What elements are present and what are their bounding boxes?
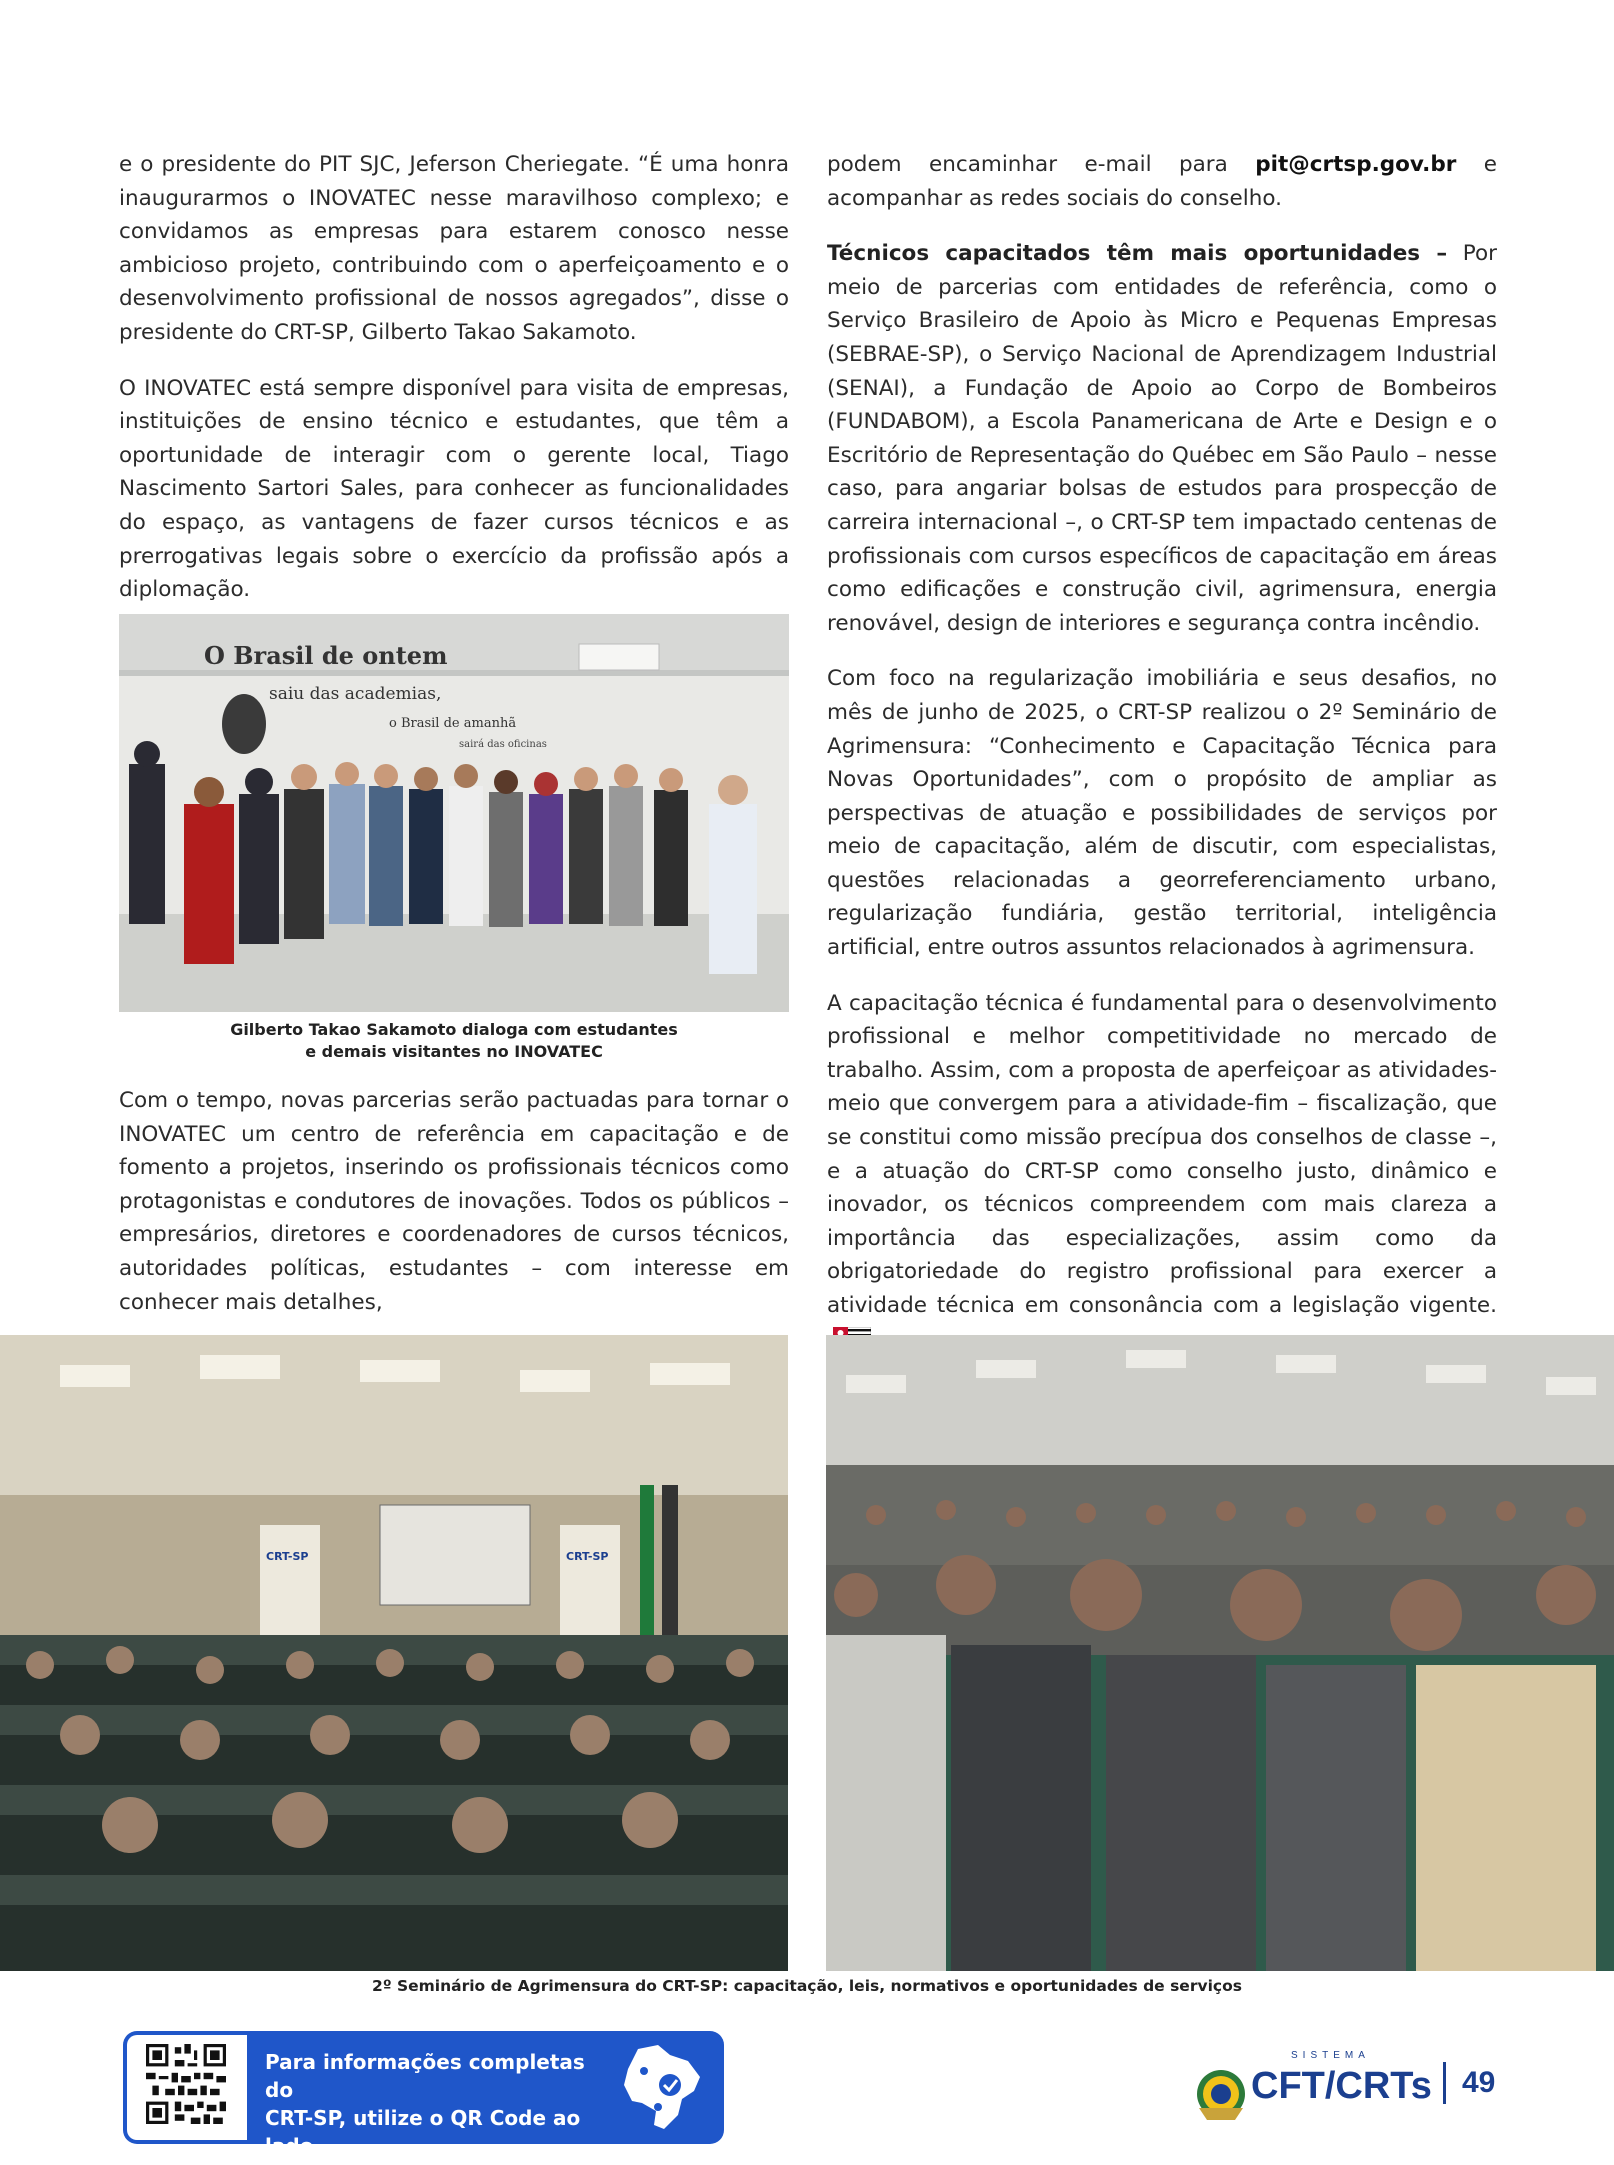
left-paragraph-2: O INOVATEC está sempre disponível para visita de empresas, instituições de ensino técnico e estudantes, que têm a oportunidade de interagir com o gerente local, Tiago Nascimento Sartori Sales, para conhecer as funcionalidades do espaço, as vantagens de fazer cursos técnicos e as prerrogativas legais sobre o exercício da profissão após a diplomação. — [119, 375, 789, 603]
page-number: 49 — [1462, 2066, 1496, 2099]
wall-text-4: sairá das oficinas — [459, 739, 547, 750]
seminar-photo-left — [0, 1335, 788, 1971]
photo1-caption-line-1: Gilberto Takao Sakamoto dialoga com estudantes — [230, 1020, 678, 1039]
left-paragraph-1: e o presidente do PIT SJC, Jeferson Cheriegate. “É uma honra inaugurarmos o INOVATEC nesse maravilhoso complexo; e convidamos as empresas para estarem conosco nesse ambicioso projeto, contribuindo com o aperfeiçoamento e o desenvolvimento profissional de nossos agregados”, disse o presidente do CRT-SP, Gilberto Takao Sakamoto. — [119, 152, 789, 345]
qr-text-line-2: CRT-SP, utilize o QR Code ao lado — [265, 2106, 581, 2158]
right-paragraph-2 — [827, 237, 1497, 640]
qr-banner-text — [265, 2048, 595, 2160]
logo-main-text: CFT/CRTs — [1251, 2065, 1432, 2107]
photo1-caption-line-2: e demais visitantes no INOVATEC — [305, 1042, 603, 1061]
right-paragraph-4 — [827, 987, 1497, 1357]
qr-code-banner[interactable] — [123, 2031, 724, 2158]
qr-code-icon — [146, 2044, 226, 2124]
right-paragraph-1 — [827, 148, 1497, 215]
brasao-emblem-icon — [1197, 2070, 1245, 2120]
wall-text-1: O Brasil de ontem — [204, 641, 448, 670]
seminar-photo-right — [826, 1335, 1614, 1971]
seminar-caption: 2º Seminário de Agrimensura do CRT-SP: capacitação, leis, normativos e oportunidades de serviços — [372, 1977, 1242, 1995]
email-address: pit@crtsp.gov.br — [1255, 152, 1457, 177]
photo1-caption — [119, 1019, 789, 1063]
wall-text-3: o Brasil de amanhã — [389, 716, 517, 731]
brazil-map-icon — [618, 2041, 704, 2133]
section-lead: Técnicos capacitados têm mais oportunidades – — [827, 241, 1448, 267]
left-paragraph-3: Com o tempo, novas parcerias serão pactuadas para tornar o INOVATEC um centro de referência em capacitação e de fomento a projetos, inserindo os profissionais técnicos como protagonistas e condutores de inovações. Todos os públicos – empresários, diretores e coordenadores de cursos técnicos, autoridades políticas, estudantes – com interesse em conhecer mais detalhes, — [119, 1088, 789, 1315]
left-column-continued — [119, 1084, 789, 1341]
logo-sistema-text: SISTEMA — [1291, 2050, 1370, 2061]
right-column — [827, 148, 1497, 1378]
left-column — [119, 148, 789, 629]
section-body: Por meio de parcerias com entidades de referência, como o Serviço Brasileiro de Apoio às Micro e Pequenas Empresas (SEBRAE-SP), o Serviço Nacional de Aprendizagem Industrial (SENAI), a Fundação de Apoio ao Corpo de Bombeiros (FUNDABOM), a Escola Panamericana de Arte e Design e o Escritório de Representação do Québec em São Paulo – nesse caso, para angariar bolsas de estudos para prospecção de carreira internacional –, o CRT-SP tem impactado centenas de profissionais com cursos específicos de capacitação em áreas como edificações e construção civil, agrimensura, energia renovável, design de interiores e segurança contra incêndio. — [827, 241, 1497, 636]
qr-text-line-1: Para informações completas do — [265, 2050, 585, 2102]
email-outro: e acompanhar as redes sociais do conselho. — [827, 152, 1497, 211]
stage-sign-right: CRT-SP — [566, 1550, 609, 1563]
stage-sign-left: CRT-SP — [266, 1550, 309, 1563]
qr-code[interactable] — [127, 2035, 247, 2140]
right-paragraph-3: Com foco na regularização imobiliária e seus desafios, no mês de junho de 2025, o CRT-SP realizou o 2º Seminário de Agrimensura: “Conhecimento e Capacitação Técnica para Novas Oportunidades”, com o propósito de ampliar as perspectivas de atuação e possibilidades de serviços por meio de capacitação, além de discutir, com especialistas, questões relacionadas a georreferenciamento urbano, regularização fundiária, gestão territorial, inteligência artificial, entre outros assuntos relacionados à agrimensura. — [827, 666, 1497, 961]
wall-text-2: saiu das academias, — [269, 684, 442, 704]
cft-crts-logo — [1191, 2038, 1461, 2132]
right-paragraph-4-text: A capacitação técnica é fundamental para o desenvolvimento profissional e melhor competitividade no mercado de trabalho. Assim, com a proposta de aperfeiçoar as atividades-meio que convergem para a atividade-fim – fiscalização, que se constitui como missão precípua dos conselhos de classe –, e a atuação do CRT-SP como conselho justo, dinâmico e inovador, os técnicos compreendem com mais clareza a importância das especializações, assim como da obrigatoriedade do registro profissional para exercer a atividade técnica em consonância com a legislação vigente. — [827, 990, 1497, 1318]
inovatec-photo — [119, 614, 789, 1012]
email-intro: podem encaminhar e-mail para — [827, 152, 1256, 177]
